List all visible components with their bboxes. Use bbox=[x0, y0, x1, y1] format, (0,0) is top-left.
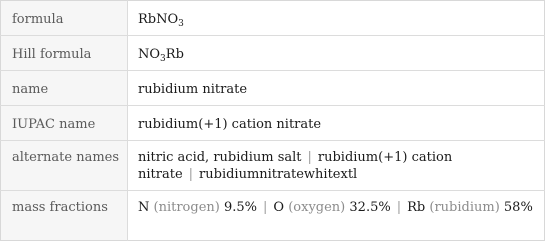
element-symbol: N bbox=[138, 200, 150, 215]
row-label: mass fractions bbox=[1, 191, 128, 241]
element-name: (oxygen) bbox=[288, 200, 346, 215]
alternate-name: nitric acid, rubidium salt bbox=[138, 150, 302, 165]
row-label: name bbox=[1, 71, 128, 106]
table-row-formula bbox=[1, 1, 545, 36]
alternate-names-value bbox=[128, 141, 545, 191]
formula-main: RbNO bbox=[138, 12, 179, 27]
alternate-name: rubidium(+1) cation nitrate bbox=[138, 150, 453, 182]
table-row-hill-formula bbox=[1, 36, 545, 71]
element-name: (rubidium) bbox=[429, 200, 500, 215]
separator: | bbox=[396, 200, 402, 215]
table-row-name bbox=[1, 71, 545, 106]
hill-formula-part2: Rb bbox=[165, 47, 184, 62]
hill-formula-subscript: 3 bbox=[160, 54, 166, 64]
element-symbol: Rb bbox=[407, 200, 426, 215]
mass-percent: 9.5% bbox=[223, 200, 258, 215]
iupac-name-value: rubidium(+1) cation nitrate bbox=[128, 106, 545, 141]
formula-subscript: 3 bbox=[178, 19, 184, 29]
mass-percent: 58% bbox=[503, 200, 533, 215]
row-label: Hill formula bbox=[1, 36, 128, 71]
row-label: alternate names bbox=[1, 141, 128, 191]
name-value: rubidium nitrate bbox=[128, 71, 545, 106]
separator: | bbox=[307, 150, 312, 165]
table-row-alternate-names bbox=[1, 141, 545, 191]
table-row-iupac-name bbox=[1, 106, 545, 141]
element-name: (nitrogen) bbox=[153, 200, 220, 215]
row-label: formula bbox=[1, 1, 128, 36]
separator: | bbox=[263, 200, 268, 215]
separator: | bbox=[188, 167, 194, 182]
element-symbol: O bbox=[273, 200, 285, 215]
hill-formula-value bbox=[128, 36, 545, 71]
hill-formula-part1: NO bbox=[138, 47, 161, 62]
mass-percent: 32.5% bbox=[349, 200, 391, 215]
mass-fractions-value bbox=[128, 191, 545, 241]
table-row-mass-fractions bbox=[1, 191, 545, 241]
formula-value bbox=[128, 1, 545, 36]
alternate-name: rubidiumnitratewhitextl bbox=[199, 167, 358, 182]
row-label: IUPAC name bbox=[1, 106, 128, 141]
